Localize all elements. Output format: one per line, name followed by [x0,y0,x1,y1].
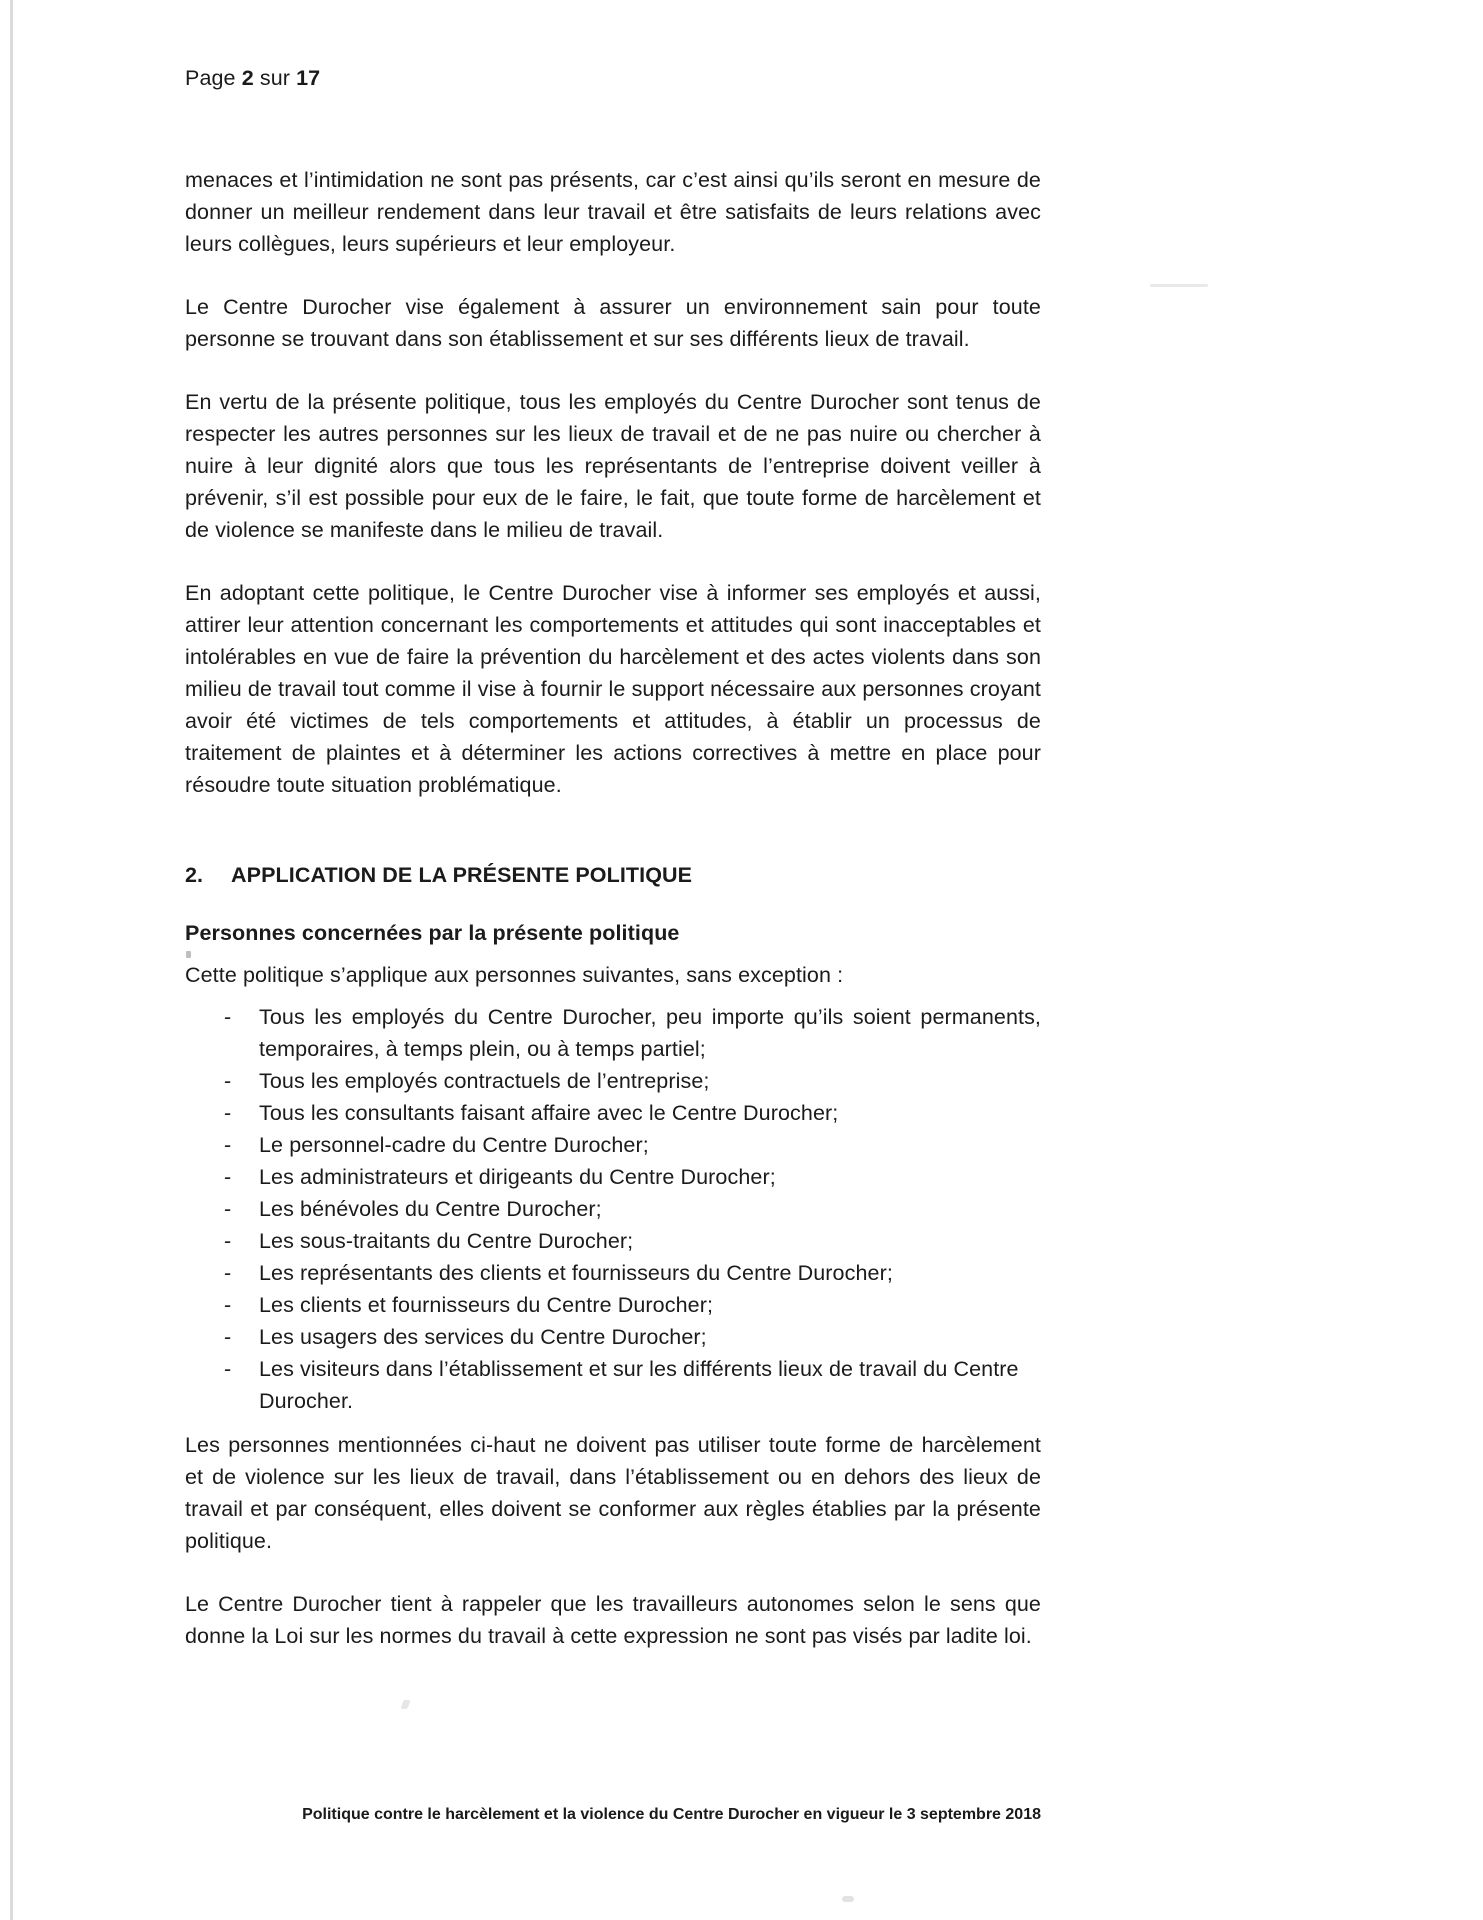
list-item: - Les usagers des services du Centre Durocher; [185,1321,1041,1353]
paragraph-en-vertu: En vertu de la présente politique, tous les employés du Centre Durocher sont tenus de respecter les autres personnes sur les lieux de travail et de ne pas nuire ou chercher à nuire à leur dignité alors que tous les représentants de l’entreprise doivent veiller à prévenir, s’il est possible pour eux de le faire, le fait, que toute forme de harcèlement et de violence se manifeste dans le milieu de travail. [185,390,1041,542]
scan-artifact-streak [1150,284,1208,287]
sur-label: sur [259,66,291,90]
page-label: Page [185,66,236,90]
scan-artifact-smudge [842,1896,854,1902]
paragraph-environnement-sain: Le Centre Durocher vise également à assurer un environnement sain pour toute personne se trouvant dans son établissement et sur ses différents lieux de travail. [185,295,1041,351]
subsection-heading-personnes: Personnes concernées par la présente politique [185,921,680,945]
list-item: - Tous les consultants faisant affaire avec le Centre Durocher; [185,1097,1041,1129]
page-number-header [185,62,1041,94]
list-item: - Les clients et fournisseurs du Centre Durocher; [185,1289,1041,1321]
paragraph-continuation: menaces et l’intimidation ne sont pas présents, car c’est ainsi qu’ils seront en mesure de donner un meilleur rendement dans leur travail et être satisfaits de leurs relations avec leurs collègues, leurs supérieurs et leur employeur. [185,168,1041,256]
paragraph-personnes-mentionnees: Les personnes mentionnées ci-haut ne doivent pas utiliser toute forme de harcèlement et de violence sur les lieux de travail, dans l’établissement ou en dehors des lieux de travail et par conséquent, elles doivent se conformer aux règles établies par la présente politique. [185,1433,1041,1553]
section-number: 2. [185,863,204,887]
paragraph-travailleurs-autonomes: Le Centre Durocher tient à rappeler que les travailleurs autonomes selon le sens que donne la Loi sur les normes du travail à cette expression ne sont pas visés par ladite loi. [185,1592,1041,1648]
list-item: - Les administrateurs et dirigeants du Centre Durocher; [185,1161,1041,1193]
total-pages: 17 [296,66,321,90]
scan-artifact-mark [186,951,191,958]
list-intro-sentence: Cette politique s’applique aux personnes suivantes, sans exception : [185,963,844,987]
paragraph-en-adoptant: En adoptant cette politique, le Centre Durocher vise à informer ses employés et aussi, attirer leur attention concernant les comportements et attitudes qui sont inacceptables et intolérables en vue de faire la prévention du harcèlement et des actes violents dans son milieu de travail tout comme il vise à fournir le support nécessaire aux personnes croyant avoir été victimes de tels comportements et attitudes, à établir un processus de traitement de plaintes et à déterminer les actions correctives à mettre en place pour résoudre toute situation problématique. [185,581,1041,797]
list-item: - Le personnel-cadre du Centre Durocher; [185,1129,1041,1161]
list-item: - Les sous-traitants du Centre Durocher; [185,1225,1041,1257]
document-page-content [185,62,1041,1683]
list-item: - Les visiteurs dans l’établissement et sur les différents lieux de travail du Centre Durocher. [185,1353,1041,1417]
list-item: - Les bénévoles du Centre Durocher; [185,1193,1041,1225]
list-item: - Tous les employés du Centre Durocher, peu importe qu’ils soient permanents, temporaires, à temps plein, ou à temps partiel; [185,1001,1041,1065]
section-title: APPLICATION DE LA PRÉSENTE POLITIQUE [231,863,693,887]
document-footer: Politique contre le harcèlement et la violence du Centre Durocher en vigueur le 3 septembre 2018 [302,1806,1041,1823]
list-item: - Les représentants des clients et fournisseurs du Centre Durocher; [185,1257,1041,1289]
scanner-edge-line [10,0,13,1920]
section-heading-application [185,859,1041,891]
persons-concerned-list [185,1001,1041,1417]
scan-artifact-smudge [400,1700,410,1709]
list-item: - Tous les employés contractuels de l’entreprise; [185,1065,1041,1097]
page-number: 2 [241,66,254,90]
